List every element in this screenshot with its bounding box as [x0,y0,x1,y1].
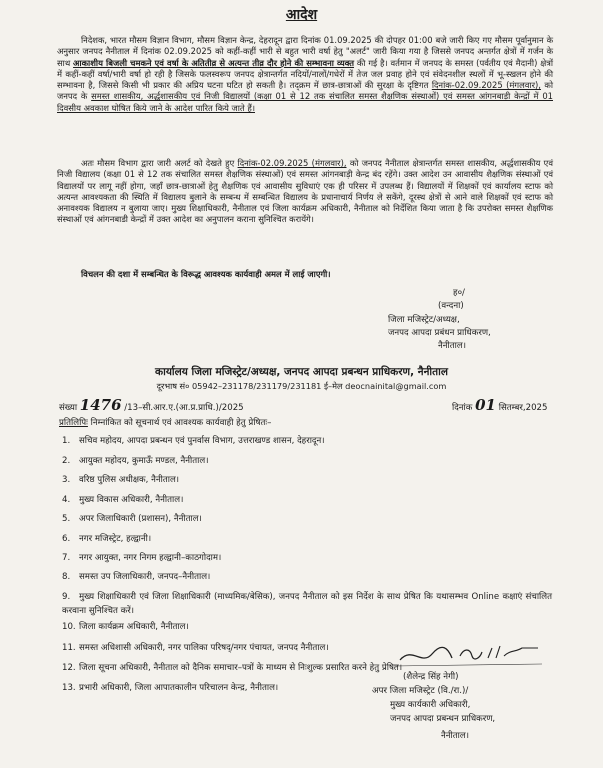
recipient-text: समस्त अधिशासी अधिकारी, नगर पालिका परिषद्/नगर पंचायत, जनपद नैनीताल। [79,643,329,653]
dm-ho: ह०/ [453,288,465,298]
para1-emphasis-1: आकाशीय बिजली चमकने एवं वर्षा के अतितीव्र से अत्यन्त तीव्र दौर होने की सम्भावना व्यक्त [73,57,355,68]
adm-name: (शैलेन्द्र सिंह नेगी) [403,672,459,682]
recipient-item [62,495,552,507]
office-header: कार्यालय जिला मजिस्ट्रेट/अध्यक्ष, जनपद आपदा प्रबन्धन प्राधिकरण, नैनीताल [155,366,448,378]
recipient-item [62,572,552,584]
para1-text-a: निदेशक, भारत मौसम विज्ञान विभाग, मौसम विज्ञान केन्द्र, देहरादून द्वारा दिनांक 01.09.2025 की दोपहर 01:00 बजे जारी किए गए मौसम पूर्वानुमान के अनुसार जनपद नैनीताल में दिनांक 02.09.2025 को कहीं-कहीं भारी से बहुत भारी वर्षा हेतु "अलर्ट" जारी किया गया है जिससे जनपद अन्तर्गत क्षेत्रों में गर्जन के साथ [57,35,553,68]
office-contact: दूरभाष सं० 05942–231178/231179/231181 ई–मेल deocnainital@gmail.com [156,381,447,391]
recipient-number: 2. [62,456,71,466]
document-heading: आदेश [285,7,318,23]
recipient-text: मुख्य विकास अधिकारी, नैनीताल। [79,495,184,505]
para2-text-a: अतः मौसम विभाग द्वारा जारी अलर्ट को देखते हुए [81,158,235,168]
reference-number [59,396,244,414]
date-label: दिनांक [452,403,473,413]
handwritten-dispatch-number: 1476 [79,396,122,414]
adm-ceo: मुख्य कार्यकारी अधिकारी, [390,700,471,710]
adm-authority: जनपद आपदा प्रबन्धन प्राधिकरण, [390,714,496,724]
recipient-number: 10. [62,622,76,632]
recipient-item [62,590,552,618]
adm-place: नैनीताल। [441,731,469,741]
recipient-item [62,622,552,634]
copy-to-label: प्रतिलिपिः [59,418,88,428]
dm-authority: जनपद आपदा प्रबंधन प्राधिकरण, [388,328,491,338]
para1-text-b: की गई है। वर्तमान में जनपद के समस्त (पर्वतीय एवं मैदानी) क्षेत्रों में कहीं-कहीं वर्षा/भारी वर्षा हो रही है जिसके फलस्वरूप जनपद क्षेत्रान्तर्गत नदियों/नालों/गधेरों में तेज जल प्रवाह होने एवं संवेदनशील स्थलों में भू-स्खलन होने की सम्भावना है, जिससे किसी भी प्रकार की अप्रिय घटना घटित हो सकती है। तद्क्रम में छात्र-छात्राओं की सुरक्षा के दृष्टिगत [57,57,554,91]
recipient-text: सचिव महोदय, आपदा प्रबन्धन एवं पुनर्वास विभाग, उत्तराखण्ड शासन, देहरादून। [79,436,325,446]
recipient-item [62,436,552,448]
recipient-number: 6. [62,534,71,544]
recipient-item [62,553,552,565]
recipient-text: समस्त उप जिलाधिकारी, जनपद–नैनीताल। [79,572,211,582]
recipient-number: 9. [62,592,71,602]
recipient-text: नगर आयुक्त, नगर निगम हल्द्वानी–काठगोदाम। [79,553,222,563]
adm-designation: अपर जिला मजिस्ट्रेट (वि./रा.)/ [372,686,469,696]
reference-date [452,396,548,414]
para1-date-emphasis: दिनांक-02.09.2025 (मंगलवार), [431,80,541,91]
recipient-item [62,683,552,695]
reference-label: संख्या [59,403,78,413]
order-paragraph-3: विचलन की दशा में सम्बन्धित के विरूद्ध आवश्यक कार्यवाही अमल में लाई जाएगी। [81,269,331,279]
recipient-number: 1. [62,436,71,446]
dm-name: (वन्दना) [438,301,464,311]
recipient-text: वरिष्ठ पुलिस अधीक्षक, नैनीताल। [79,475,180,485]
recipient-text: जिला सूचना अधिकारी, नैनीताल को दैनिक समाचार–पत्रों के माध्यम से निःशुल्क प्रसारित करने हेतु प्रेषित। [79,663,403,673]
recipient-number: 7. [62,553,71,563]
order-paragraph-1 [57,35,553,114]
recipient-number: 11. [62,643,76,653]
reference-code: /13–सी.आर.ए.(आ.प्र.प्राधि.)/2025 [124,403,244,413]
recipient-text: अपर जिलाधिकारी (प्रशासन), नैनीताल। [79,514,202,524]
recipient-text: आयुक्त महोदय, कुमाऊँ मण्डल, नैनीताल। [79,456,209,466]
recipient-text: प्रभारी अधिकारी, जिला आपातकालीन परिचालन केन्द्र, नैनीताल। [79,683,279,693]
dm-place: नैनीताल। [438,341,466,351]
para2-date-emphasis: दिनांक-02.09.2025 (मंगलवार), [237,158,347,168]
recipient-item [62,456,552,468]
para1-text-c: को जनपद के [57,80,554,102]
order-paragraph-2 [57,158,553,226]
recipient-item [62,514,552,526]
copy-to-line [59,418,271,429]
recipient-number: 8. [62,572,71,582]
recipient-number: 13. [62,683,76,693]
recipient-number: 3. [62,475,71,485]
handwritten-day: 01 [475,396,496,414]
date-month-year: सितम्बर,2025 [498,403,548,413]
recipient-text: नगर मजिस्ट्रेट, हल्द्वानी। [79,534,152,544]
recipient-text: जिला कार्यक्रम अधिकारी, नैनीताल। [79,622,189,632]
recipient-text: मुख्य शिक्षाधिकारी एवं जिला शिक्षाधिकारी (माध्यमिक/बेसिक), जनपद नैनीताल को इस निर्देश के साथ प्रेषित कि यथासम्भव Online कक्षाएं संचालित करवाना सुनिश्चित करें। [62,592,552,616]
para2-text-b: को जनपद नैनीताल क्षेत्रान्तर्गत समस्त शासकीय, अर्द्धशासकीय एवं निजी विद्यालय (कक्षा 01 से 12 तक संचालित समस्त शैक्षणिक संस्थाओं) एवं समस्त आंगनबाड़ी केन्द्र बंद रहेंगे। उक्त आदेश उन आवासीय शैक्षणिक संस्थाओं एवं विद्यालयों पर लागू नहीं होगा, जहाँ छात्र-छात्राओं हेतु शैक्षणिक एवं आवासीय सुविधाएं एक ही परिसर में उपलब्ध हैं। विद्यालयों में शिक्षकों एवं कार्यालय स्टाफ को अत्यन्त आवश्यकता की स्थिति में विद्यालय बुलाने के सम्बन्ध में सम्बन्धित विद्यालय के प्रधानाचार्य निर्णय ले सकेंगे, दूरस्थ क्षेत्रों से आने वाले शिक्षकों एवं स्टाफ को अनावश्यक विद्यालय न बुलाया जाए। मुख्य शिक्षाधिकारी, नैनीताल एवं जिला कार्यक्रम अधिकारी, नैनीताल को निर्देशित किया जाता है कि उपरोक्त समस्त शैक्षणिक संस्थाओं एवं आंगनबाडी केन्द्रों में उक्त आदेश का अनुपालन कराना सुनिश्चित करायेंगे। [57,158,553,225]
recipient-number: 12. [62,663,76,673]
para1-holiday-emphasis: समस्त शासकीय, अर्द्धशासकीय एवं निजी विद्यालयों (कक्षा 01 से 12 तक संचालित समस्त शैक्षणिक संस्थाओं) एवं समस्त आंगनबाड़ी केन्द्रों में 01 दिवसीय अवकाश घोषित किये जाने के आदेश पारित किये जाते हैं। [57,91,553,113]
copy-to-text: निम्नांकित को सूचनार्थ एवं आवश्यक कार्यवाही हेतु प्रेषितः– [90,418,272,428]
recipient-number: 5. [62,514,71,524]
recipient-item [62,475,552,487]
dm-designation: जिला मजिस्ट्रेट/अध्यक्ष, [388,315,460,325]
handwritten-signature [392,640,552,670]
recipient-number: 4. [62,495,71,505]
recipient-item [62,534,552,546]
